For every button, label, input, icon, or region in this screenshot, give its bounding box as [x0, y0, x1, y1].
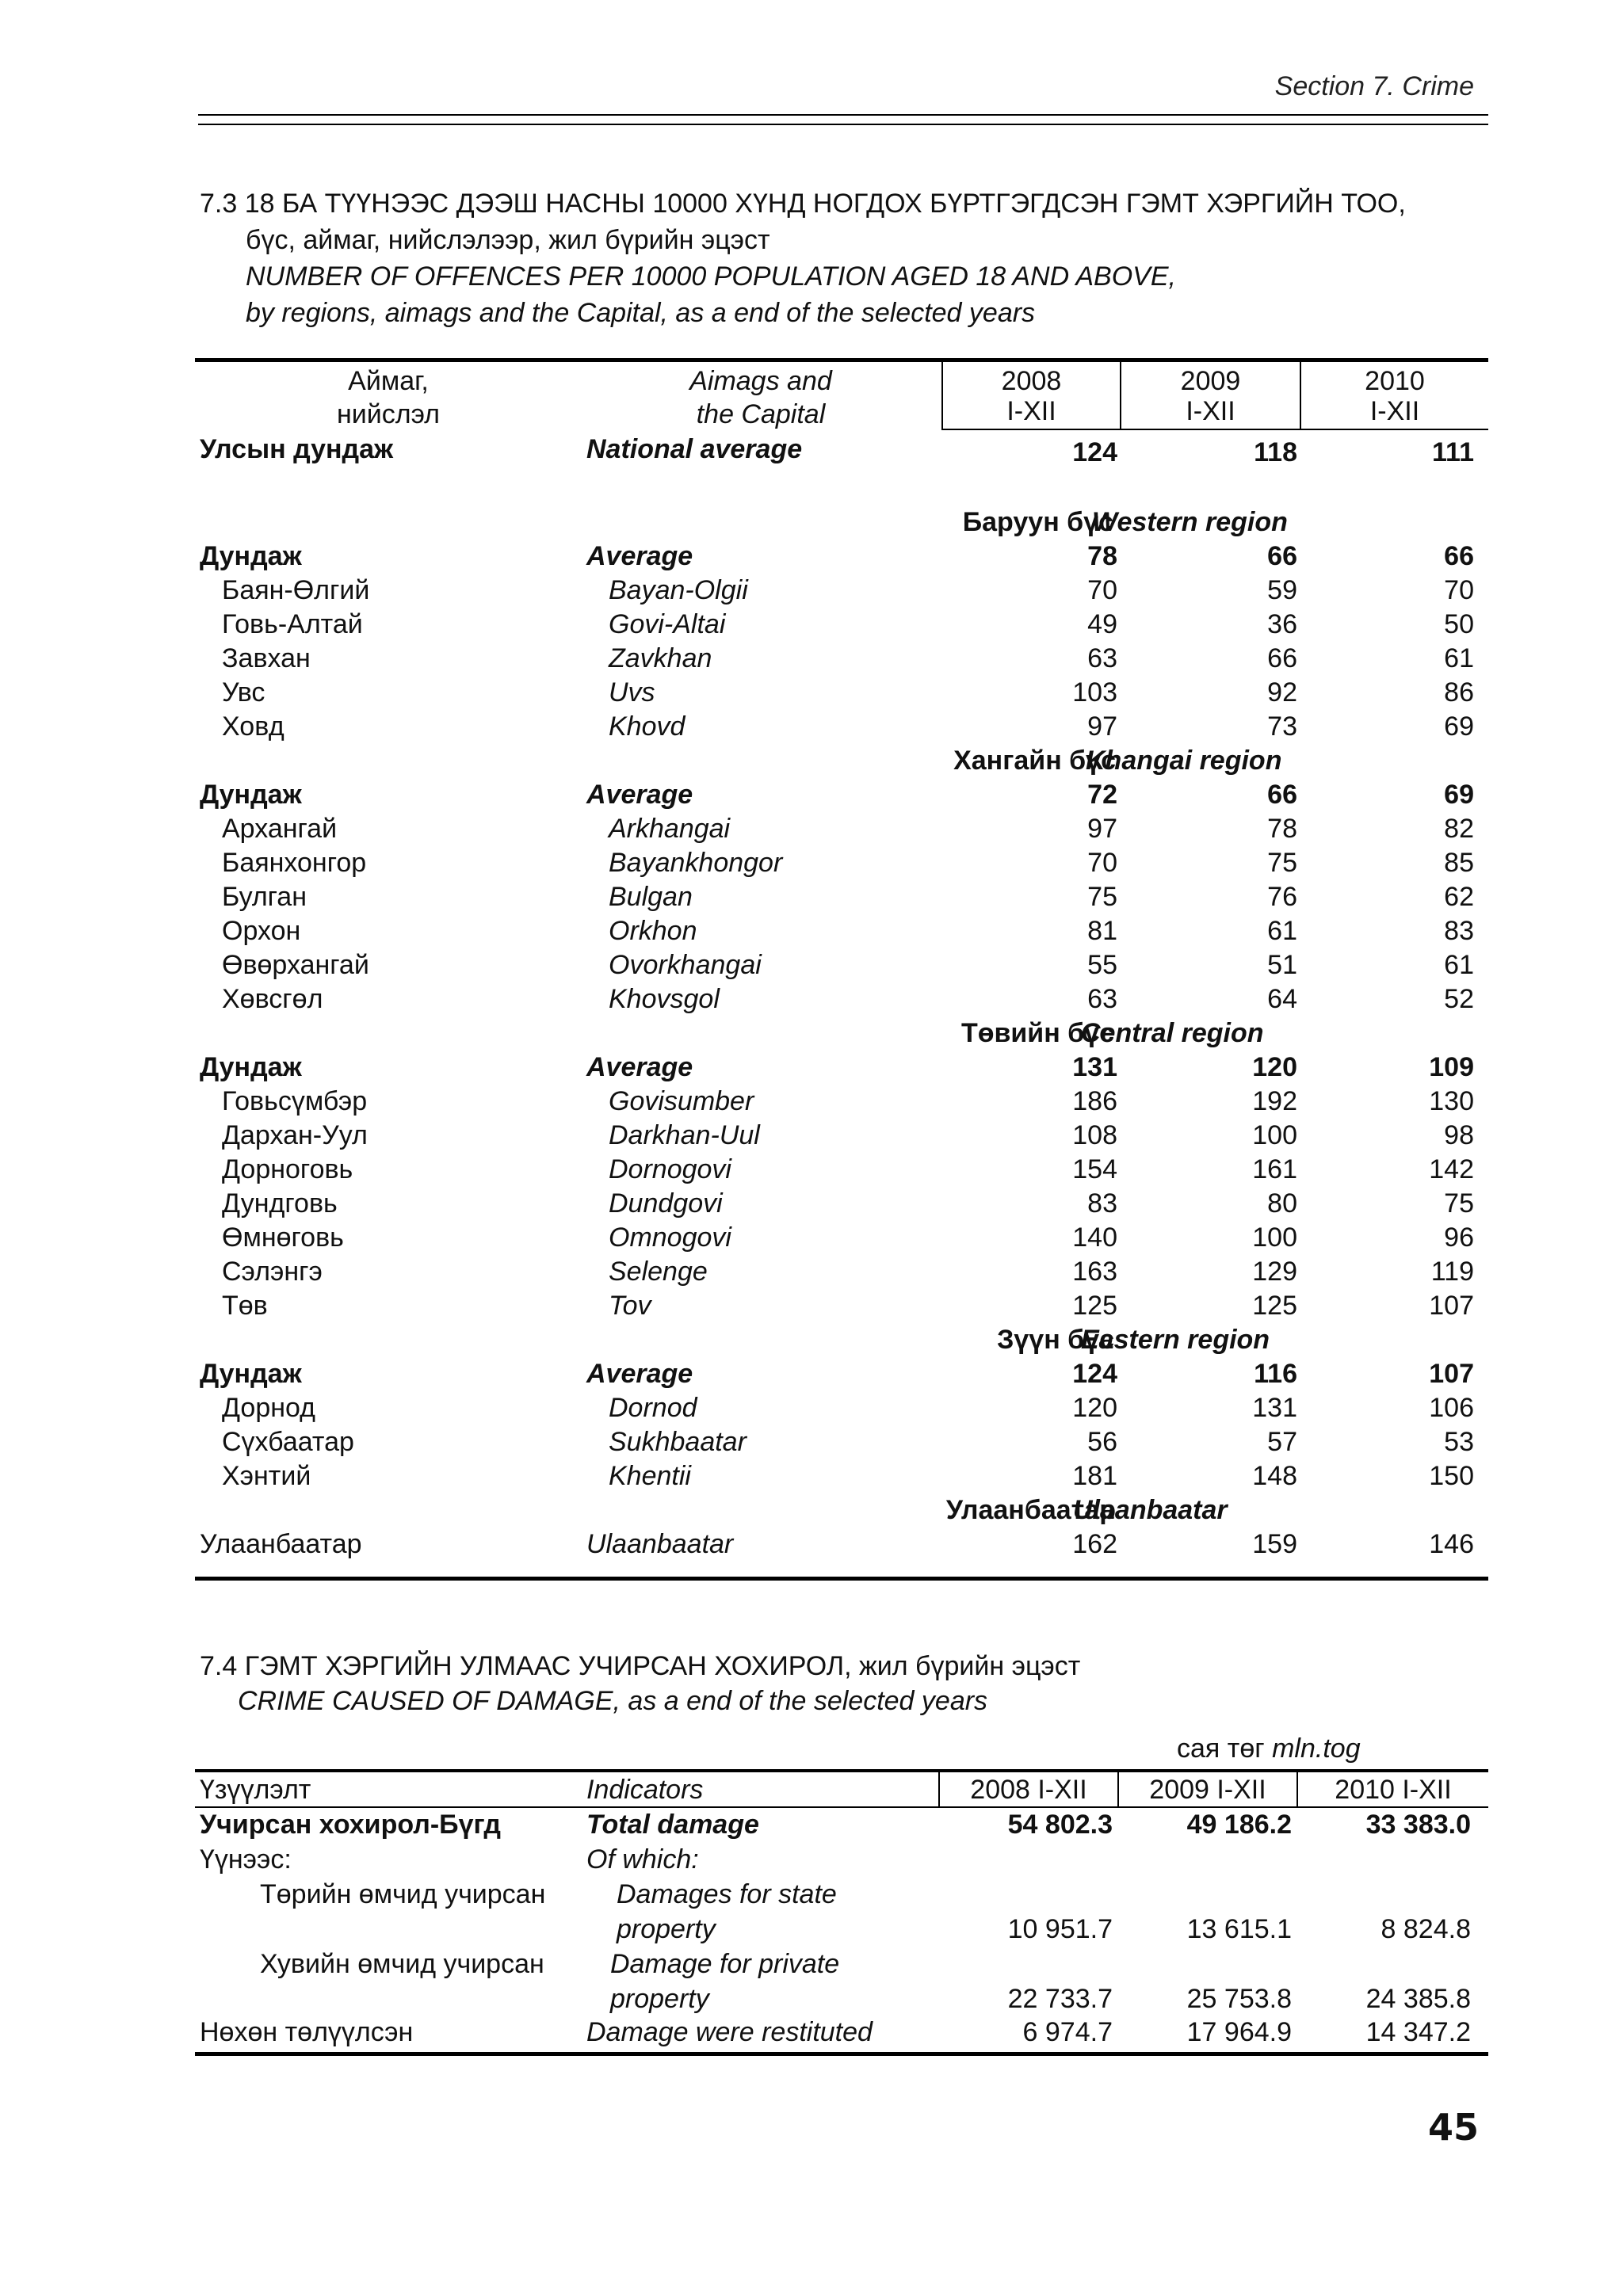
table2-row-restituted	[198, 2017, 1482, 2051]
value-2010: 53	[1444, 1427, 1474, 1457]
row-label-en: Average	[586, 541, 693, 571]
value-2009: 73	[1267, 711, 1297, 742]
value-2010: 107	[1429, 1291, 1474, 1321]
value-2009: 100	[1252, 1222, 1297, 1253]
value-2008: 6 974.7	[1022, 2017, 1113, 2047]
row-label-mn: Улаанбаатар	[200, 1529, 362, 1559]
table1-period-2008: I-XII	[1006, 396, 1056, 426]
row-label-en: Ovorkhangai	[609, 950, 762, 980]
page-number: 45	[1427, 2106, 1479, 2149]
row-label-en: Govisumber	[609, 1086, 754, 1116]
region-name-en: Ulaanbaatar	[1073, 1495, 1228, 1525]
value-2008: 72	[1087, 780, 1117, 810]
value-2008: 78	[1087, 541, 1117, 571]
row-label-en: Average	[586, 1359, 693, 1389]
value-2009: 116	[1254, 1359, 1297, 1389]
row-label-mn: Үүнээс:	[200, 1844, 292, 1875]
row-label-mn: Учирсан хохирол-Бүгд	[200, 1810, 501, 1840]
table-row	[198, 1393, 1482, 1427]
value-2010: 50	[1444, 609, 1474, 639]
header-rule-bottom	[198, 124, 1488, 125]
row-label-mn: Говьсүмбэр	[222, 1086, 368, 1116]
table1-title-mn: 7.3 18 БА ТҮҮНЭЭС ДЭЭШ НАСНЫ 10000 ХҮНД НОГДОХ БҮРТГЭГДСЭН ГЭМТ ХЭРГИЙН ТОО,	[200, 189, 1406, 219]
region-name-mn: Зүүн бүс	[997, 1325, 1114, 1355]
table-row	[198, 984, 1482, 1018]
value-2009: 57	[1267, 1427, 1297, 1457]
table1-col-mn-2: нийслэл	[336, 399, 441, 429]
value-2009: 148	[1252, 1461, 1297, 1491]
table2-year-2010: 2010 I-XII	[1335, 1775, 1452, 1805]
row-label-en: Of which:	[586, 1844, 699, 1875]
row-label-mn: Төрийн өмчид учирсан	[260, 1879, 546, 1909]
region-heading	[198, 1325, 1482, 1359]
value-2008: 75	[1087, 882, 1117, 912]
row-label-mn: Төв	[222, 1291, 268, 1321]
value-2009: 25 753.8	[1186, 1984, 1292, 2014]
table-row	[198, 950, 1482, 984]
value-2009: 49 186.2	[1186, 1810, 1292, 1840]
value-2009: 118	[1254, 437, 1297, 467]
row-label-en-1: Damage for private	[610, 1949, 840, 1979]
row-label-en: Dundgovi	[609, 1188, 723, 1219]
table-row	[198, 1188, 1482, 1222]
value-2010: 83	[1444, 916, 1474, 946]
table2-year-2008: 2008 I-XII	[970, 1775, 1087, 1805]
table1-row-national	[198, 434, 1482, 468]
row-label-en: Uvs	[609, 677, 655, 707]
table1-subtitle-en: by regions, aimags and the Capital, as a end of the selected years	[246, 298, 1036, 328]
value-2009: 120	[1252, 1052, 1297, 1082]
value-2010: 82	[1444, 814, 1474, 844]
value-2009: 131	[1252, 1393, 1297, 1423]
value-2010: 61	[1444, 950, 1474, 980]
row-label-en: Khovsgol	[609, 984, 720, 1014]
value-2008: 97	[1087, 814, 1117, 844]
value-2009: 66	[1267, 780, 1297, 810]
table-row	[198, 609, 1482, 643]
row-label-mn: Сэлэнгэ	[222, 1257, 323, 1287]
unit-mn: сая төг	[1177, 1733, 1265, 1764]
value-2008: 120	[1072, 1393, 1117, 1423]
row-label-en: Omnogovi	[609, 1222, 731, 1253]
value-2010: 98	[1444, 1120, 1474, 1150]
table-row	[198, 575, 1482, 609]
row-label-mn: Хөвсгөл	[222, 984, 323, 1014]
row-label-en: Khovd	[609, 711, 685, 742]
table-row	[198, 1291, 1482, 1325]
value-2010: 119	[1430, 1257, 1474, 1287]
value-2010: 106	[1429, 1393, 1474, 1423]
value-2010: 69	[1444, 711, 1474, 742]
value-2008: 55	[1087, 950, 1117, 980]
row-label-mn: Баян-Өлгий	[222, 575, 370, 605]
value-2009: 59	[1267, 575, 1297, 605]
table-row	[198, 1086, 1482, 1120]
value-2008: 162	[1072, 1529, 1117, 1559]
table1-top-rule	[195, 358, 1488, 362]
value-2009: 75	[1267, 848, 1297, 878]
row-label-en: Selenge	[609, 1257, 708, 1287]
header-rule-top	[198, 114, 1488, 116]
region-name-mn: Баруун бүс	[962, 507, 1113, 537]
region-name-en: Eastern region	[1081, 1325, 1270, 1355]
value-2009: 64	[1267, 984, 1297, 1014]
table-row-average	[198, 541, 1482, 575]
value-2009: 61	[1267, 916, 1297, 946]
value-2009: 36	[1267, 609, 1297, 639]
value-2010: 66	[1444, 541, 1474, 571]
row-label-en-2: property	[610, 1984, 709, 2014]
row-label-en: Bulgan	[609, 882, 693, 912]
table1-col-en-2: the Capital	[696, 399, 826, 429]
value-2009: 80	[1267, 1188, 1297, 1219]
value-2008: 154	[1072, 1154, 1117, 1184]
table1-period-2010: I-XII	[1369, 396, 1420, 426]
table2-header-row	[198, 1775, 1482, 1809]
table-row	[198, 711, 1482, 746]
table1-period-2009: I-XII	[1186, 396, 1235, 426]
row-label-mn: Өмнөговь	[222, 1222, 344, 1253]
value-2009: 92	[1267, 677, 1297, 707]
value-2010: 111	[1432, 437, 1474, 467]
value-2008: 97	[1087, 711, 1117, 742]
row-label-en: Average	[586, 1052, 693, 1082]
value-2008: 108	[1072, 1120, 1117, 1150]
table-row	[198, 814, 1482, 848]
row-label-mn: Булган	[222, 882, 307, 912]
value-2009: 192	[1252, 1086, 1297, 1116]
table-row	[198, 643, 1482, 677]
table2-title-en: CRIME CAUSED OF DAMAGE, as a end of the selected years	[238, 1686, 988, 1716]
table2-unit	[1177, 1733, 1361, 1764]
row-label-mn: Улсын дундаж	[200, 434, 394, 464]
region-name-mn: Төвийн бүс	[960, 1018, 1114, 1048]
value-2008: 140	[1072, 1222, 1117, 1253]
table-row	[198, 848, 1482, 882]
value-2008: 22 733.7	[1007, 1984, 1113, 2014]
region-heading	[198, 507, 1482, 541]
region-name-mn: Хангайн бүс	[953, 746, 1116, 776]
row-label-en-2: property	[617, 1914, 716, 1944]
region-name-en: Western region	[1092, 507, 1288, 537]
row-label-en: Khentii	[609, 1461, 691, 1491]
value-2008: 56	[1087, 1427, 1117, 1457]
value-2009: 66	[1267, 541, 1297, 571]
table2-col-en: Indicators	[586, 1775, 704, 1805]
value-2008: 131	[1072, 1052, 1117, 1082]
row-label-mn: Өвөрхангай	[222, 950, 369, 980]
value-2010: 85	[1444, 848, 1474, 878]
table-row	[198, 1257, 1482, 1291]
value-2008: 124	[1072, 1359, 1117, 1389]
row-label-en: Bayan-Olgii	[609, 575, 748, 605]
region-name-en: Central region	[1081, 1018, 1264, 1048]
value-2010: 109	[1429, 1052, 1474, 1082]
row-label-en: Dornod	[609, 1393, 697, 1423]
value-2010: 150	[1429, 1461, 1474, 1491]
row-label-en: Sukhbaatar	[609, 1427, 747, 1457]
value-2009: 129	[1252, 1257, 1297, 1287]
table-row	[198, 882, 1482, 916]
row-label-en: Arkhangai	[609, 814, 731, 844]
value-2009: 100	[1252, 1120, 1297, 1150]
table1-year-2010: 2010	[1365, 366, 1425, 396]
value-2008: 163	[1072, 1257, 1117, 1287]
value-2010: 61	[1444, 643, 1474, 673]
table1-year-2009: 2009	[1180, 366, 1241, 396]
value-2010: 24 385.8	[1365, 1984, 1471, 2014]
table1-col-mn-1: Аймаг,	[348, 366, 429, 396]
value-2009: 51	[1267, 950, 1297, 980]
value-2008: 81	[1087, 916, 1117, 946]
row-label-mn: Хувийн өмчид учирсан	[260, 1949, 544, 1979]
row-label-en: Darkhan-Uul	[609, 1120, 760, 1150]
table2-year-2009: 2009 I-XII	[1149, 1775, 1266, 1805]
value-2010: 62	[1444, 882, 1474, 912]
row-label-en: Average	[586, 780, 693, 810]
value-2009: 159	[1252, 1529, 1297, 1559]
value-2010: 52	[1444, 984, 1474, 1014]
value-2009: 78	[1267, 814, 1297, 844]
value-2008: 83	[1087, 1188, 1117, 1219]
row-label-mn: Завхан	[222, 643, 311, 673]
table2-top-rule	[195, 1769, 1488, 1772]
row-label-mn: Дундговь	[222, 1188, 338, 1219]
table-row	[198, 677, 1482, 711]
value-2010: 14 347.2	[1365, 2017, 1471, 2047]
table2-title-mn: 7.4 ГЭМТ ХЭРГИЙН УЛМААС УЧИРСАН ХОХИРОЛ, жил бүрийн эцэст	[200, 1651, 1081, 1681]
table1-header-rule	[941, 429, 1488, 430]
table2-row-of-which	[198, 1844, 1482, 1878]
value-2010: 86	[1444, 677, 1474, 707]
value-2009: 17 964.9	[1186, 2017, 1292, 2047]
value-2010: 69	[1444, 780, 1474, 810]
value-2009: 161	[1252, 1154, 1297, 1184]
row-label-mn: Хэнтий	[222, 1461, 311, 1491]
row-label-en: Bayankhongor	[609, 848, 783, 878]
table1-col-en-1: Aimags and	[689, 366, 832, 396]
row-label-en: Dornogovi	[609, 1154, 731, 1184]
value-2008: 103	[1072, 677, 1117, 707]
table-row	[198, 1461, 1482, 1495]
value-2008: 63	[1087, 643, 1117, 673]
table1-subtitle-mn: бүс, аймаг, нийслэлээр, жил бүрийн эцэст	[246, 225, 770, 255]
table-row	[198, 1222, 1482, 1257]
value-2008: 70	[1087, 848, 1117, 878]
region-heading	[198, 1018, 1482, 1052]
value-2009: 13 615.1	[1186, 1914, 1292, 1944]
table1-year-2008: 2008	[1001, 366, 1062, 396]
row-label-mn: Ховд	[222, 711, 285, 742]
table2-row-private	[198, 1949, 1482, 2019]
value-2008: 10 951.7	[1007, 1914, 1113, 1944]
row-label-en: Ulaanbaatar	[586, 1529, 734, 1559]
table2-row-state	[198, 1879, 1482, 1949]
row-label-mn: Сүхбаатар	[222, 1427, 354, 1457]
table1-bottom-rule	[195, 1577, 1488, 1581]
region-heading	[198, 1495, 1482, 1529]
table2-bottom-rule	[195, 2052, 1488, 2056]
value-2010: 75	[1444, 1188, 1474, 1219]
value-2010: 33 383.0	[1365, 1810, 1471, 1840]
row-label-mn: Архангай	[222, 814, 338, 844]
row-label-mn: Говь-Алтай	[222, 609, 363, 639]
row-label-en: Zavkhan	[609, 643, 712, 673]
row-label-en: Damage were restituted	[586, 2017, 873, 2047]
value-2008: 70	[1087, 575, 1117, 605]
value-2009: 125	[1252, 1291, 1297, 1321]
value-2010: 8 824.8	[1381, 1914, 1471, 1944]
region-name-en: Khangai region	[1086, 746, 1282, 776]
value-2010: 142	[1429, 1154, 1474, 1184]
table-row-average	[198, 780, 1482, 814]
row-label-en: Total damage	[586, 1810, 759, 1840]
value-2009: 76	[1267, 882, 1297, 912]
row-label-en: Tov	[609, 1291, 651, 1321]
region-name-mn: Улаанбаатар	[945, 1495, 1116, 1525]
value-2009: 66	[1267, 643, 1297, 673]
table-row	[198, 916, 1482, 950]
table2-header-rule	[195, 1806, 1488, 1808]
row-label-mn: Дорнод	[222, 1393, 316, 1423]
value-2008: 125	[1072, 1291, 1117, 1321]
unit-en: mln.tog	[1272, 1733, 1361, 1764]
row-label-en: Govi-Altai	[609, 609, 726, 639]
value-2010: 146	[1429, 1529, 1474, 1559]
table-row	[198, 1427, 1482, 1461]
row-label-mn: Дундаж	[200, 1052, 302, 1082]
row-label-mn: Дорноговь	[222, 1154, 353, 1184]
row-label-mn: Дархан-Уул	[222, 1120, 368, 1150]
row-label-mn: Дундаж	[200, 780, 302, 810]
table-row	[198, 1120, 1482, 1154]
table-row	[198, 1529, 1482, 1563]
value-2010: 130	[1429, 1086, 1474, 1116]
value-2008: 186	[1072, 1086, 1117, 1116]
value-2008: 181	[1072, 1461, 1117, 1491]
row-label-mn: Дундаж	[200, 541, 302, 571]
row-label-mn: Баянхонгор	[222, 848, 367, 878]
table-row-average	[198, 1359, 1482, 1393]
value-2008: 124	[1072, 437, 1117, 467]
running-header: Section 7. Crime	[1274, 71, 1474, 101]
table-row	[198, 1154, 1482, 1188]
row-label-en: National average	[586, 434, 803, 464]
value-2010: 70	[1444, 575, 1474, 605]
row-label-en-1: Damages for state	[617, 1879, 837, 1909]
table2-row-total	[198, 1810, 1482, 1844]
value-2008: 63	[1087, 984, 1117, 1014]
row-label-mn: Нөхөн төлүүлсэн	[200, 2017, 414, 2047]
table1-title-en: NUMBER OF OFFENCES PER 10000 POPULATION AGED 18 AND ABOVE,	[246, 261, 1176, 292]
row-label-mn: Дундаж	[200, 1359, 302, 1389]
row-label-mn: Орхон	[222, 916, 301, 946]
value-2010: 96	[1444, 1222, 1474, 1253]
table-row-average	[198, 1052, 1482, 1086]
row-label-mn: Увс	[222, 677, 265, 707]
table2-col-mn: Үзүүлэлт	[200, 1775, 311, 1805]
region-heading	[198, 746, 1482, 780]
value-2008: 49	[1087, 609, 1117, 639]
value-2008: 54 802.3	[1007, 1810, 1113, 1840]
row-label-en: Orkhon	[609, 916, 697, 946]
value-2010: 107	[1429, 1359, 1474, 1389]
